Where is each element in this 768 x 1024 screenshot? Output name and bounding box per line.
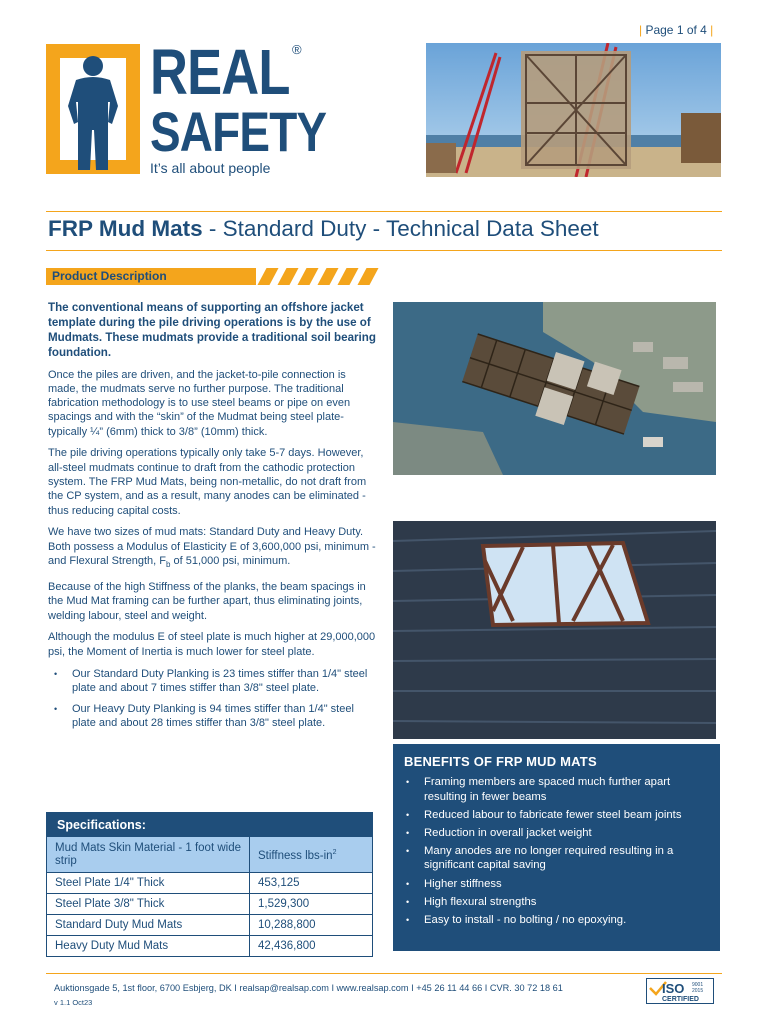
svg-text:CERTIFIED: CERTIFIED <box>662 996 699 1003</box>
table-cell-stiffness: 42,436,800 <box>250 936 373 957</box>
table-row <box>47 936 373 957</box>
paragraph: We have two sizes of mud mats: Standard Duty and Heavy Duty. Both possess a Modulus of Elasticity E of 3,600,000 psi, minimum - and Flexural Strength, $F_b$ of 51,000 psi, minimum. <box>48 526 376 570</box>
list-item: • Higher stiffness <box>404 877 710 892</box>
list-item: • High flexural strengths <box>404 895 710 910</box>
jacket-lift-photo <box>426 43 721 177</box>
table-row <box>47 915 373 936</box>
body-text <box>48 300 378 738</box>
paragraph: Because of the high Stiffness of the planks, the beam spacings in the Mud Mat framing can be further apart, thus eliminating joints, welding labour, steel and weight. <box>48 581 366 622</box>
table-cell-material: Standard Duty Mud Mats <box>47 915 250 936</box>
svg-text:9001: 9001 <box>692 982 704 988</box>
footer-contact: Auktionsgade 5, 1st floor, 6700 Esbjerg, DK I realsap@realsap.com I www.realsap.com I +45 26 11 44 66 I CVR. 30 72 18 61 <box>54 983 563 993</box>
aerial-jacket-photo <box>393 302 716 475</box>
list-item: • Our Standard Duty Planking is 23 times stiffer than 1/4" steel plate and about 7 times stiffer than 3/8" steel plate. <box>50 667 378 696</box>
lead-paragraph: The conventional means of supporting an offshore jacket template during the pile driving operations is by the use of Mudmats. These mudmats provide a traditional soil bearing foundation. <box>48 301 376 359</box>
title-rule-bottom <box>46 250 722 251</box>
table-cell-material: Steel Plate 1/4" Thick <box>47 873 250 894</box>
specifications-table <box>46 812 373 957</box>
logo-tagline: It’s all about people <box>150 160 271 176</box>
list-item: • Our Heavy Duty Planking is 94 times stiffer than 1/4" steel plate and about 28 times stiffer than 3/8" steel plate. <box>50 702 378 731</box>
iso-certified-badge <box>646 978 714 1004</box>
mud-mat-panels-photo <box>393 521 716 739</box>
stiffness-bullets <box>50 667 378 731</box>
paragraph: Once the piles are driven, and the jacket-to-pile connection is made, the mudmats serve no further purpose. The traditional fabrication methodology is to use steel beams or pipe on even spacings and with the “skin” of the Mudmat being steel plate-typically ¼” (6mm) thick to 3/8” (10mm) thick. <box>48 368 351 438</box>
logo-wordmark-real: REAL <box>150 36 290 108</box>
svg-text:2015: 2015 <box>692 988 704 994</box>
table-cell-material: Heavy Duty Mud Mats <box>47 936 250 957</box>
hazard-stripe <box>337 268 358 285</box>
table-cell-stiffness: 10,288,800 <box>250 915 373 936</box>
svg-text:ISO: ISO <box>662 981 685 996</box>
page-title <box>48 216 599 242</box>
title-main: FRP Mud Mats <box>48 216 203 241</box>
title-rule-top <box>46 211 722 212</box>
list-item: • Reduced labour to fabricate fewer steel beam joints <box>404 808 710 823</box>
hazard-stripe <box>257 268 278 285</box>
footer-rule <box>46 973 722 974</box>
list-item: • Framing members are spaced much further apart resulting in fewer beams <box>404 775 710 804</box>
table-cell-stiffness: 1,529,300 <box>250 894 373 915</box>
table-row <box>47 873 373 894</box>
specs-col-stiffness-header: Stiffness lbs-$in^2$ <box>250 837 373 873</box>
list-item: • Many anodes are no longer required resulting in a significant capital saving <box>404 844 710 873</box>
page-counter: | Page 1 of 4 | <box>639 23 714 37</box>
footer-version: v 1.1 Oct23 <box>54 998 93 1007</box>
benefits-panel <box>393 744 720 951</box>
paragraph: The pile driving operations typically only take 5-7 days. However, all-steel mudmats continue to draft from the cathodic protection system. The FRP Mud Mats, being non-metallic, do not draft from the CP system, and as a result, many anodes can be eliminated - thus reducing capital costs. <box>48 447 367 517</box>
benefits-title: BENEFITS OF FRP MUD MATS <box>404 754 597 769</box>
hazard-stripe <box>277 268 298 285</box>
section-label-product-description: Product Description <box>52 269 167 283</box>
logo-worker-icon <box>46 44 140 174</box>
table-cell-stiffness: 453,125 <box>250 873 373 894</box>
hazard-stripe <box>317 268 338 285</box>
specs-col-material-header: Mud Mats Skin Material - 1 foot wide strip <box>47 837 250 873</box>
hazard-stripe <box>297 268 318 285</box>
benefits-list <box>404 775 710 927</box>
paragraph: Although the modulus E of steel plate is much higher at 29,000,000 psi, the Moment of Inertia is much lower for steel plate. <box>48 631 376 658</box>
table-row <box>47 894 373 915</box>
logo-registered-mark: ® <box>292 42 302 57</box>
logo-wordmark-safety: SAFETY <box>150 100 327 163</box>
title-rest: - Standard Duty - Technical Data Sheet <box>202 216 599 241</box>
specs-title: Specifications: <box>47 813 373 837</box>
list-item: • Reduction in overall jacket weight <box>404 826 710 841</box>
hazard-stripe <box>357 268 378 285</box>
list-item: • Easy to install - no bolting / no epoxying. <box>404 913 710 928</box>
table-cell-material: Steel Plate 3/8" Thick <box>47 894 250 915</box>
